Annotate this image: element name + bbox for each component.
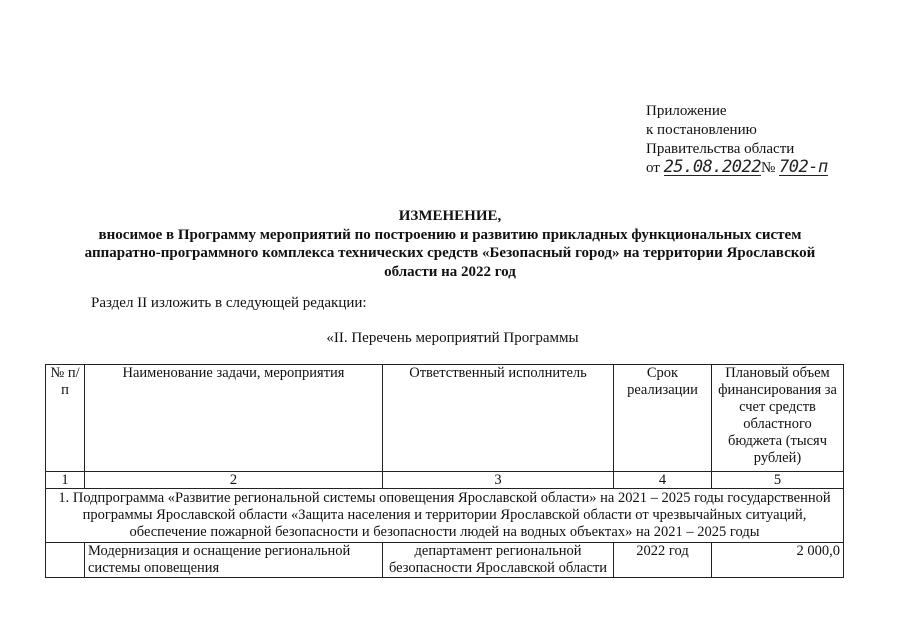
row-executor: департамент региональной безопасности Ярославской области [383, 543, 614, 578]
column-number: 5 [712, 472, 844, 489]
title-heading: ИЗМЕНЕНИЕ, [398, 208, 502, 224]
appendix-line-2: к постановлению [646, 122, 757, 138]
date-prefix: от [646, 160, 660, 176]
column-number: 3 [383, 472, 614, 489]
column-number-row [46, 472, 844, 489]
header-num: № п/п [46, 365, 85, 472]
handwritten-date: 25.08.2022 [663, 157, 761, 177]
measures-table [45, 364, 844, 578]
row-name: Модернизация и оснащение региональной системы оповещения [85, 543, 383, 578]
column-number: 1 [46, 472, 85, 489]
header-amount: Плановый объем финансирования за счет средств областного бюджета (тысяч рублей) [712, 365, 844, 472]
appendix-date-line [646, 159, 828, 178]
header-executor: Ответственный исполнитель [383, 365, 614, 472]
header-name: Наименование задачи, мероприятия [85, 365, 383, 472]
row-num [46, 543, 85, 578]
title-line-3: области на 2022 год [384, 263, 516, 280]
row-amount: 2 000,0 [712, 543, 844, 578]
table-row [46, 543, 844, 578]
title-line-2: аппаратно-программного комплекса технических средств «Безопасный город» на территории Ярославской [84, 245, 816, 261]
header-term: Срок реализации [614, 365, 712, 472]
table-header-row [46, 365, 844, 472]
document-title [60, 207, 840, 281]
intro-text: Раздел II изложить в следующей редакции: [91, 295, 367, 311]
subprogram-row [46, 489, 844, 543]
column-number: 2 [85, 472, 383, 489]
section-heading: «II. Перечень мероприятий Программы [326, 330, 579, 346]
subprogram-title: 1. Подпрограмма «Развитие региональной системы оповещения Ярославской области» на 2021 – 2025 годы государственной программы Ярославской области «Защита населения и территории Ярославской области от чрезвычайных ситуаций, обеспечение пожарной безопасности и безопасности людей на водных объектах» на 2021 – 2025 годы [46, 489, 844, 543]
appendix-line-3: Правительства области [646, 141, 795, 157]
appendix-line-1: Приложение [646, 103, 727, 119]
number-prefix: № [760, 160, 776, 176]
appendix-block [646, 102, 828, 178]
row-term: 2022 год [614, 543, 712, 578]
title-line-1: вносимое в Программу мероприятий по построению и развитию прикладных функциональных систем [98, 226, 802, 243]
column-number: 4 [614, 472, 712, 489]
handwritten-number: 702-п [779, 157, 828, 177]
